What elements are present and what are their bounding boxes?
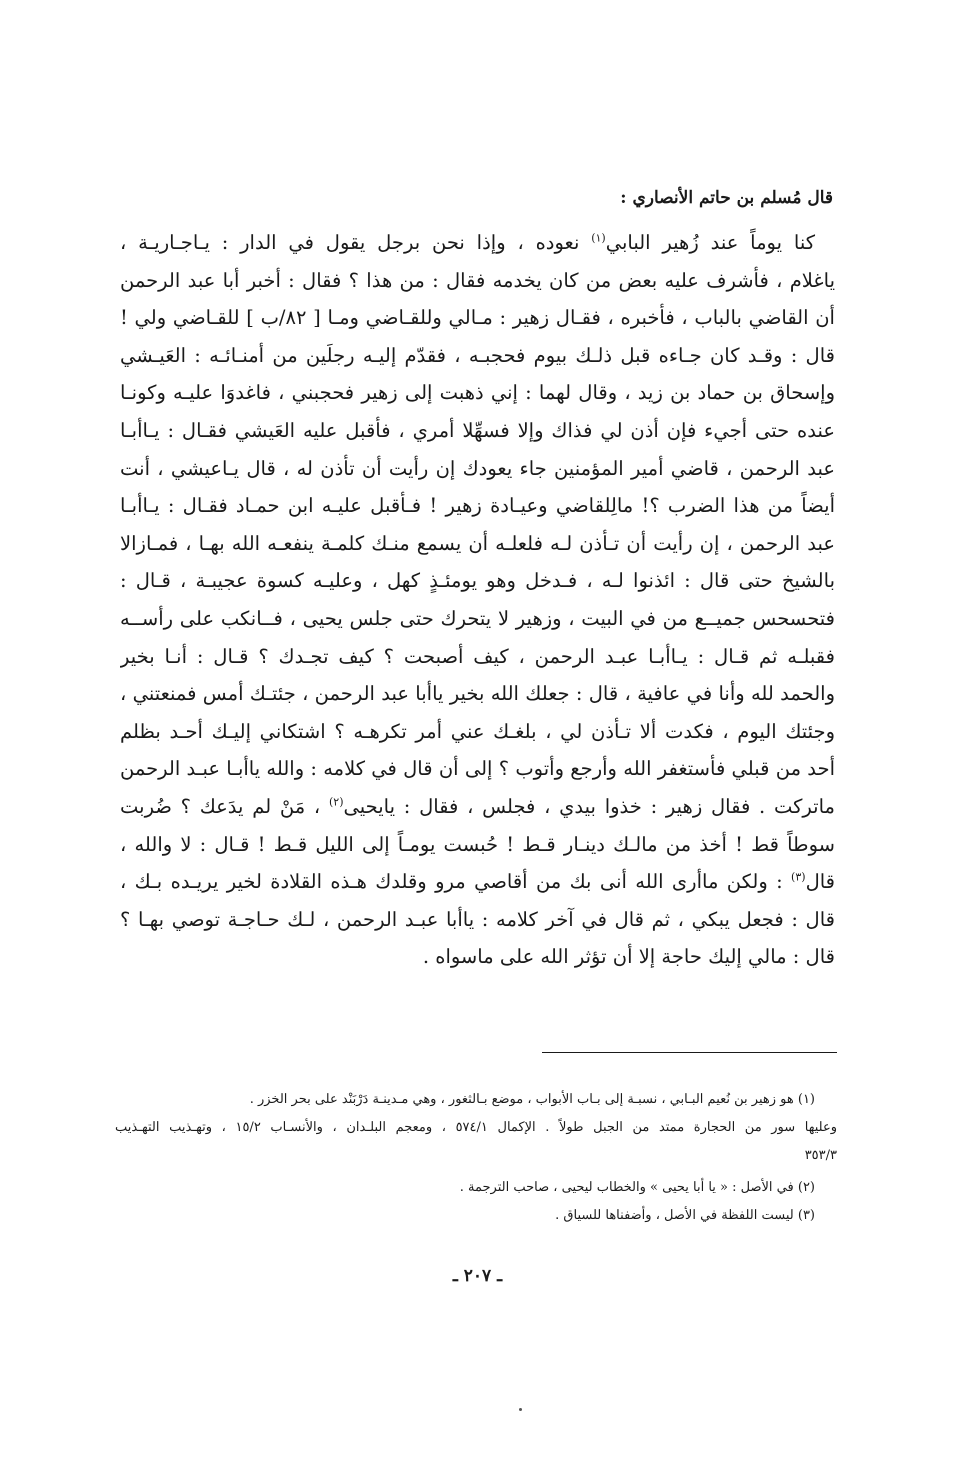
footnote-ref: (١) — [591, 231, 606, 245]
text-segment: كنا يوماً عند زُهير البابي — [605, 231, 815, 254]
text-line: قال : فجعل يبكي ، ثم قال في آخر كلامه : ياأبا عبـد الرحمن ، لـك حـاجـة توصي بهـا ؟ — [120, 907, 835, 931]
footnote-ref: (٢) — [328, 795, 344, 809]
text-line: قال : مالي إليك حاجة إلا أن تؤثر الله على ماسواه . — [422, 945, 835, 969]
footnote-1-line-1: (١) هو زهير بن نُعيم البـابي ، نسبـة إلى بـاب الأبواب ، موضع بـالثغور ، وهي مـدينـة دَرْبَنْد على بحر الخزر . — [249, 1092, 815, 1107]
text-segment: : ولكن ماأرى الله أنى بك من أقاصي مرو وقلدك هـذه القلادة لخير يريـده بـك ، — [120, 870, 792, 894]
text-segment: ماتركت . فقال زهير : خذوا بيدي ، فجلس ، فقال : يايحيى — [343, 794, 835, 818]
text-segment: ، مَنْ لم يدَعك ؟ ضُربت — [120, 794, 329, 818]
text-line — [120, 788, 835, 826]
main-text — [120, 224, 835, 976]
text-line: فقبلـه ثم قـال : يـاأبـا عبـد الرحمن ، كيف أصبحت ؟ كيف تجـدك ؟ قـال : أنـا بخير — [120, 644, 835, 668]
text-line: فتحسحس جميــع من في البيت ، وزهير لا يتحرك حتى جلس يحيى ، فــانكب على رأســه — [120, 606, 835, 630]
text-line: عنده حتى أجيء فإن أذن لي فذاك وإلا فسهِّلا أمري ، فأقبل عليه العَيشي فقـال : يـاأبـا — [120, 418, 835, 442]
text-line: عبد الرحمن ، إن رأيت أن تـأذن لـه فلعلـه أن يسمع منـك كلمـة ينفعـه الله بهـا ، فمـازالا — [120, 531, 835, 555]
text-line: سوطاً قط ! أخذ من مالـك دينـار قـط ! حُبست يومـاً إلى الليل قـط ! قـال : لا والله ، — [120, 832, 835, 856]
text-line: أن القاضي بالباب ، فأخبره ، فقـال زهير : مـالي وللقـاضي ومـا [ ٨٢/ب ] للقـاضي ولي ! — [120, 306, 835, 330]
text-line: قال : وقـد كان جـاءه قبل ذلـك بيوم فحجبـه ، فقدّم إليـه رجلَين من أمنـائـه : العَيـشي — [120, 343, 835, 367]
footnote-divider — [542, 1052, 837, 1053]
section-heading: قال مُسلم بن حاتم الأنصاري : — [620, 188, 833, 208]
page-number: ـ ٢٠٧ ـ — [452, 1266, 503, 1286]
text-line — [120, 224, 835, 262]
text-segment: قال — [805, 870, 835, 894]
footnote-2: (٢) في الأصل : « يا أبا يحيى » والخطاب ليحيى ، صاحب الترجمة . — [459, 1180, 815, 1195]
text-line: عبد الرحمن ، قاضي أمير المؤمنين جاء يعودك إن رأيت أن تأذن له ، قال يـاعيشي ، أنت — [120, 456, 835, 480]
text-line: بالشيخ حتى قال : ائذنوا لـه ، فـدخل وهو يومئـذٍ كهل ، وعليـه كسوة عجيبـة ، قـال : — [120, 569, 835, 593]
footnotes — [115, 1086, 837, 1230]
footnote-1-line-2: وعليها سور من الحجارة ممتد من الجبل طولاً . الإكمال ٥٧٤/١ ، ومعجم البلـدان ، والأنسـاب ١٥/٢ ، وتهـذيب التهـذيب — [115, 1120, 837, 1135]
footnote-ref: (٣) — [791, 870, 806, 884]
footnote-3: (٣) ليست اللفظة في الأصل ، وأضفناها للسياق . — [555, 1208, 815, 1223]
footnote-1-line-3: ٣٥٣/٣ — [804, 1148, 837, 1163]
text-line — [120, 863, 835, 901]
text-line: والحمد لله وأنا في عافية ، قال : جعلك الله بخير ياأبا عبد الرحمن ، جئتـك أمس فمنعتني ، — [120, 682, 835, 706]
text-segment: نعوده ، وإذا نحن برجل يقول في الدار : يـاجـاريـة ، — [120, 231, 592, 254]
text-line: أحد من قبلي فأستغفر الله وأرجع وأتوب ؟ إلى أن قال في كلامه : والله ياأبـا عبـد الرحمن — [120, 757, 835, 781]
text-line: ياغلام ، فأشرف عليه بعض من كان يخدمه فقال : من هذا ؟ فقال : أخبر أبا عبد الرحمن — [120, 268, 835, 292]
scan-speck — [519, 1408, 522, 1411]
text-line: وإسحاق بن حماد بن زيد ، وقال لهما : إني ذهبت إلى زهير فحجبني ، فاغدوَا عليـه وكونـا — [120, 381, 835, 405]
text-line: وجئتك اليوم ، فكدت ألا تـأذن لي ، بلغـك عني أمر تكرهـه ؟ اشتكاني إليـك أحـد بظلم — [120, 719, 835, 743]
text-line: أيضاً من هذا الضرب ؟! مالِلقاضي وعيـادة زهير ! فـأقبل عليـه ابن حمـاد فقـال : يـاأبـا — [120, 494, 835, 518]
